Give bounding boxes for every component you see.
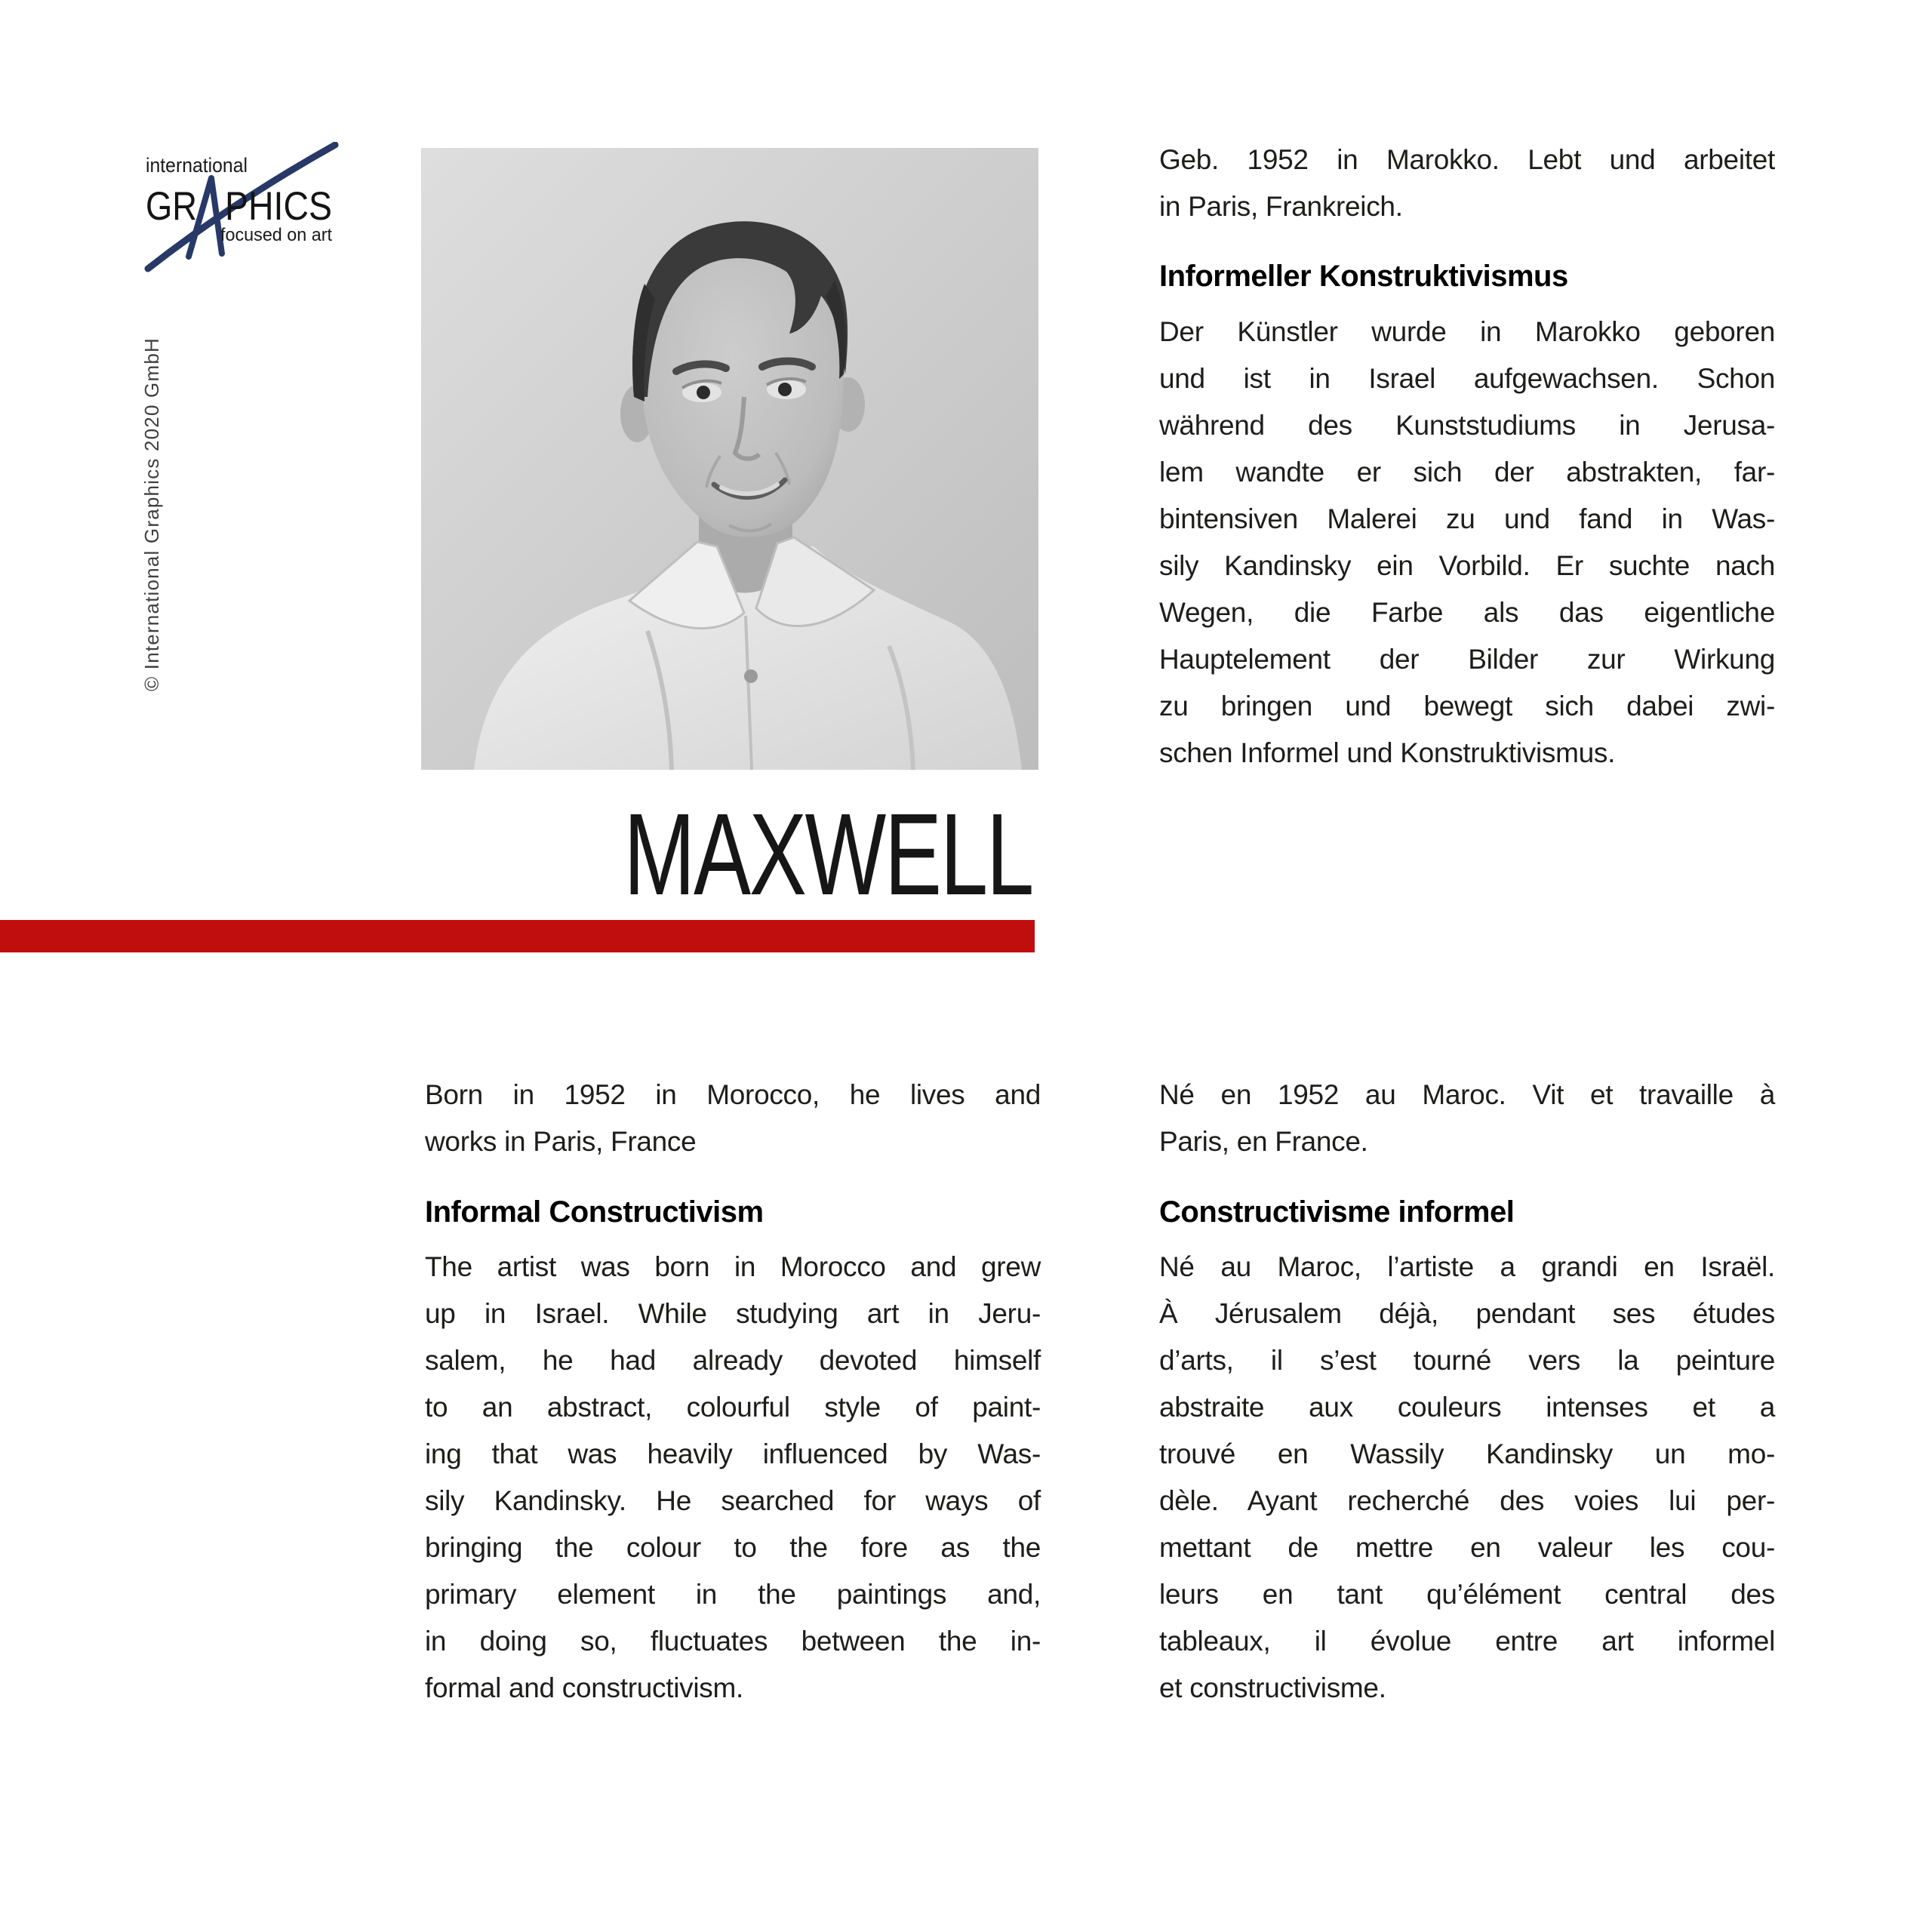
text-line: Né au Maroc, l’artiste a grandi en Israël. <box>1159 1251 1775 1282</box>
red-divider-bar <box>0 920 1035 952</box>
text-line: sily Kandinsky ein Vorbild. Er suchte nach <box>1159 550 1775 581</box>
text-line: d’arts, il s’est tourné vers la peinture <box>1159 1345 1775 1376</box>
text-line: in doing so, fluctuates between the in- <box>425 1626 1041 1657</box>
text-line: up in Israel. While studying art in Jeru- <box>425 1298 1041 1329</box>
text-line: bintensiven Malerei zu und fand in Was- <box>1159 503 1775 534</box>
text-line: und ist in Israel aufgewachsen. Schon <box>1159 363 1775 394</box>
text-line: et constructivisme. <box>1159 1672 1386 1703</box>
text-line: schen Informel und Konstruktivismus. <box>1159 737 1616 768</box>
logo-graphic <box>113 142 367 275</box>
text-line: works in Paris, France <box>425 1126 697 1157</box>
logo-word-end: PHICS <box>225 184 332 229</box>
text-line: leurs en tant qu’élément central des <box>1159 1579 1775 1610</box>
text-line: primary element in the paintings and, <box>425 1579 1041 1610</box>
english-intro <box>425 1072 1041 1165</box>
text-line: Der Künstler wurde in Marokko geboren <box>1159 316 1775 347</box>
artist-name-title: MAXWELL <box>623 789 1032 919</box>
portrait-illustration <box>421 148 1038 770</box>
german-intro <box>1159 137 1775 230</box>
text-line: in Paris, Frankreich. <box>1159 191 1403 222</box>
text-line: sily Kandinsky. He searched for ways of <box>425 1485 1041 1516</box>
logo-word-start: GR <box>146 184 197 229</box>
text-line: À Jérusalem déjà, pendant ses études <box>1159 1298 1775 1329</box>
text-line: formal and constructivism. <box>425 1672 743 1703</box>
english-body-paragraph <box>425 1244 1041 1712</box>
text-line: dèle. Ayant recherché des voies lui per- <box>1159 1485 1775 1516</box>
text-line: ing that was heavily influenced by Was- <box>425 1438 1041 1469</box>
shirt-button <box>744 669 758 683</box>
text-line: Paris, en France. <box>1159 1126 1368 1157</box>
text-line: mettant de mettre en valeur les cou- <box>1159 1532 1775 1563</box>
text-line: lem wandte er sich der abstrakten, far- <box>1159 457 1775 488</box>
text-line: bringing the colour to the fore as the <box>425 1532 1041 1563</box>
text-line: Né en 1952 au Maroc. Vit et travaille à <box>1159 1079 1775 1110</box>
text-line: salem, he had already devoted himself <box>425 1345 1041 1376</box>
english-heading: Informal Constructivism <box>425 1195 764 1229</box>
international-graphics-logo <box>113 142 367 275</box>
french-heading: Constructivisme informel <box>1159 1195 1515 1229</box>
text-line: Born in 1952 in Morocco, he lives and <box>425 1079 1041 1110</box>
french-intro <box>1159 1072 1775 1165</box>
text-line: Wegen, die Farbe als das eigentliche <box>1159 597 1775 628</box>
text-line: The artist was born in Morocco and grew <box>425 1251 1041 1282</box>
text-line: Hauptelement der Bilder zur Wirkung <box>1159 644 1775 675</box>
text-line: trouvé en Wassily Kandinsky un mo- <box>1159 1438 1775 1469</box>
text-line: abstraite aux couleurs intenses et a <box>1159 1392 1775 1423</box>
german-heading: Informeller Konstruktivismus <box>1159 260 1568 293</box>
german-body-paragraph <box>1159 309 1775 777</box>
text-line: zu bringen und bewegt sich dabei zwi- <box>1159 691 1775 721</box>
text-line: Geb. 1952 in Marokko. Lebt und arbeitet <box>1159 144 1775 175</box>
text-line: während des Kunststudiums in Jerusa- <box>1159 410 1775 441</box>
portrait-photo <box>421 148 1038 770</box>
logo-tagline: focused on art <box>220 225 333 245</box>
text-line: tableaux, il évolue entre art informel <box>1159 1626 1775 1657</box>
logo-line1: international <box>146 154 248 177</box>
copyright-vertical-text: © International Graphics 2020 GmbH <box>140 337 163 691</box>
text-line: to an abstract, colourful style of paint- <box>425 1392 1041 1423</box>
french-body-paragraph <box>1159 1244 1775 1712</box>
